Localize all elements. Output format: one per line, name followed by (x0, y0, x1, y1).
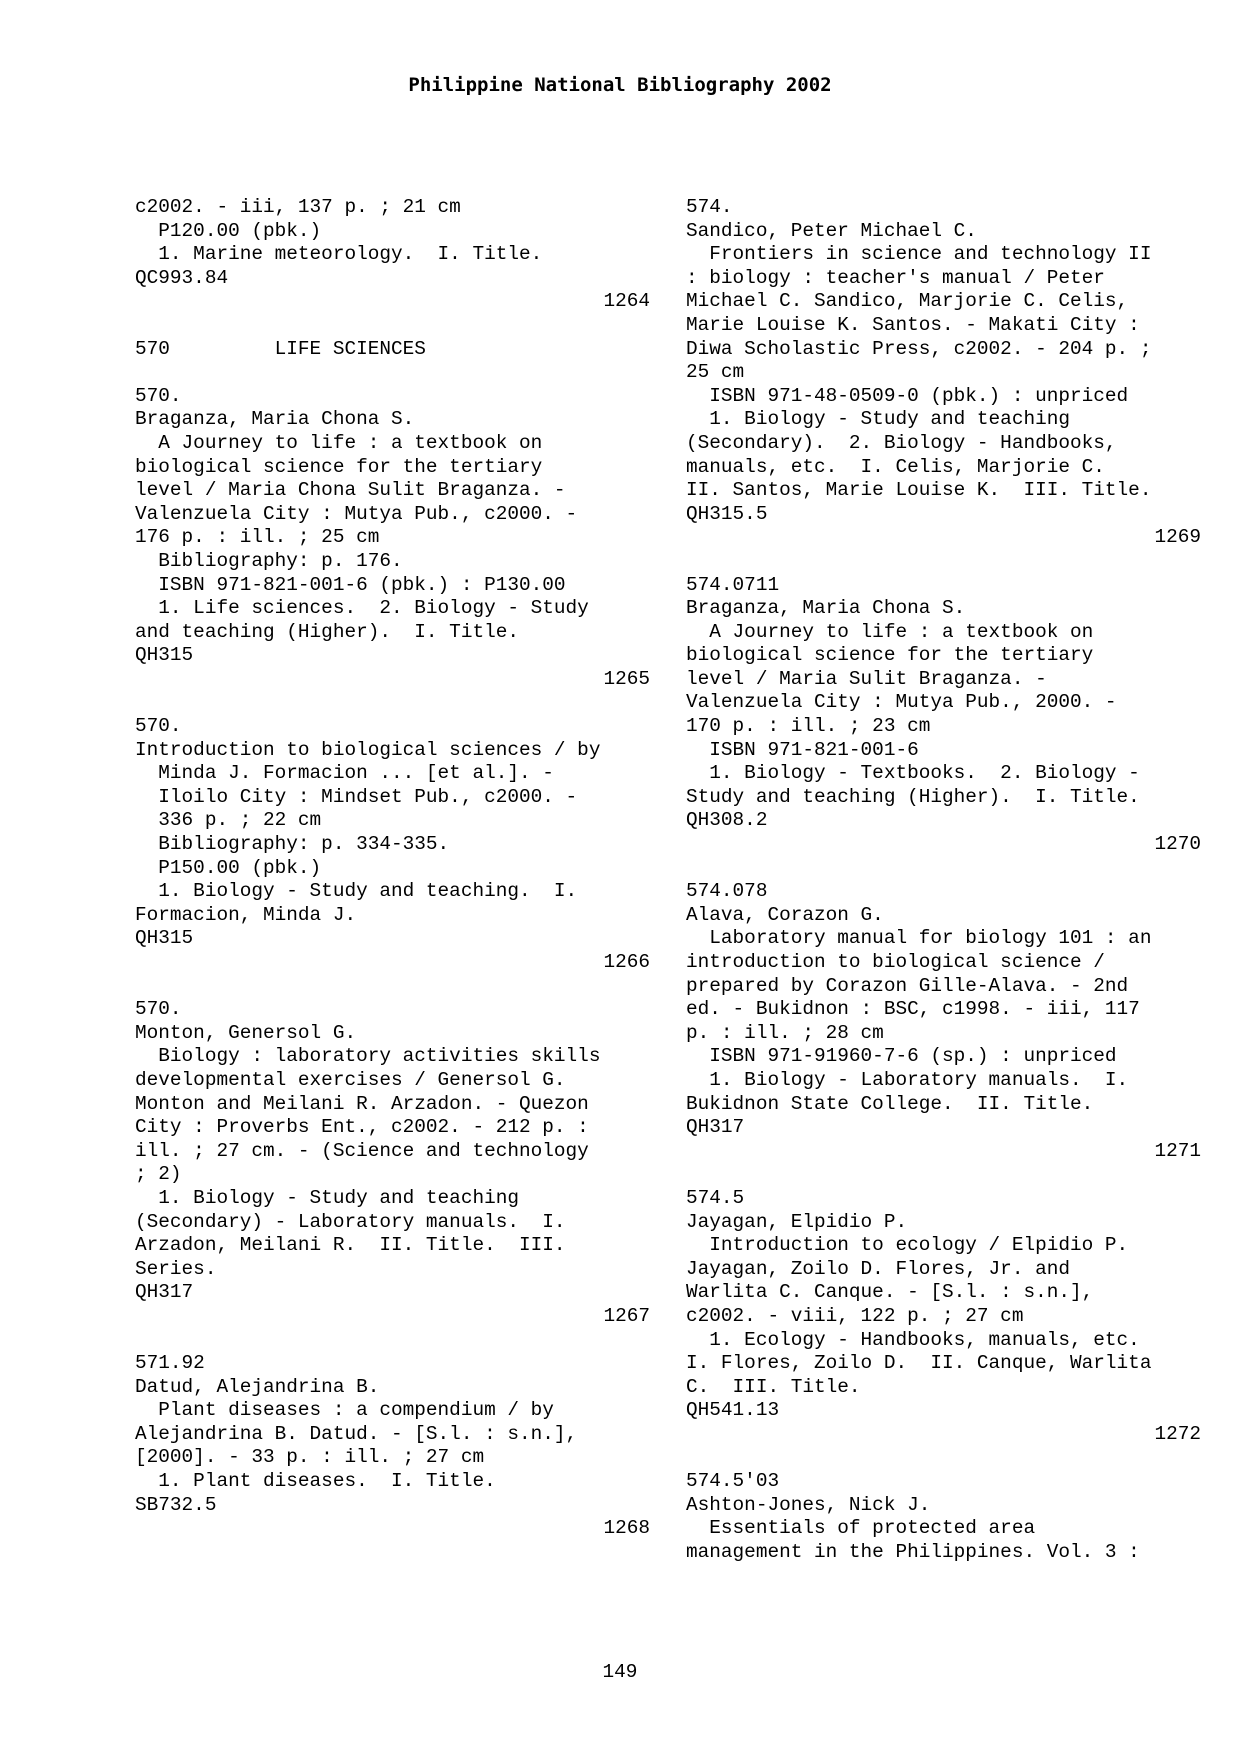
right-column (686, 196, 1201, 1564)
entry-line: Monton, Genersol G. (135, 1021, 357, 1044)
entry-line: ed. - Bukidnon : BSC, c1998. - iii, 117 (686, 998, 1140, 1021)
entry-line: Alejandrina B. Datud. - [S.l. : s.n.], (135, 1422, 578, 1445)
entry-line: Bibliography: p. 176. (135, 549, 403, 572)
entry-line: (Secondary). 2. Biology - Handbooks, (686, 431, 1117, 454)
blank-line (686, 857, 1201, 881)
record-number: 1268 (603, 1517, 650, 1540)
blank-line (135, 1329, 650, 1353)
section-heading: 570 LIFE SCIENCES (135, 337, 426, 360)
entry-line: Series. (135, 1257, 217, 1280)
entry-line: QH308.2 (686, 809, 768, 832)
entry-line: Braganza, Maria Chona S. (686, 597, 966, 620)
entry-line: Jayagan, Zoilo D. Flores, Jr. and (686, 1257, 1070, 1280)
entry-line: Study and teaching (Higher). I. Title. (686, 785, 1140, 808)
entry-line: biological science for the tertiary (135, 455, 543, 478)
left-column (135, 196, 650, 1541)
entry-line: 574.0711 (686, 573, 780, 596)
entry-line: ; 2) (135, 1163, 182, 1186)
record-number: 1271 (1154, 1139, 1201, 1162)
entry-line: manuals, etc. I. Celis, Marjorie C. (686, 455, 1105, 478)
entry-line: 1. Biology - Laboratory manuals. I. (686, 1068, 1129, 1091)
blank-line (135, 691, 650, 715)
page-header-title: Philippine National Bibliography 2002 (408, 74, 832, 96)
record-number: 1265 (603, 667, 650, 690)
entry-line: Michael C. Sandico, Marjorie C. Celis, (686, 290, 1129, 313)
entry-line: QH315.5 (686, 502, 768, 525)
entry-line: ISBN 971-48-0509-0 (pbk.) : unpriced (686, 384, 1129, 407)
entry-line: P120.00 (pbk.) (135, 219, 322, 242)
blank-line (686, 1163, 1201, 1187)
entry-line: Valenzuela City : Mutya Pub., 2000. - (686, 691, 1117, 714)
entry-line: Monton and Meilani R. Arzadon. - Quezon (135, 1092, 589, 1115)
entry-line: QH315 (135, 644, 194, 667)
entry-line: : biology : teacher's manual / Peter (686, 266, 1105, 289)
blank-line (686, 550, 1201, 574)
entry-line: I. Flores, Zoilo D. II. Canque, Warlita (686, 1352, 1152, 1375)
entry-line: prepared by Corazon Gille-Alava. - 2nd (686, 974, 1129, 997)
entry-line: p. : ill. ; 28 cm (686, 1021, 884, 1044)
entry-line: 1. Marine meteorology. I. Title. (135, 243, 543, 266)
entry-line: Frontiers in science and technology II (686, 243, 1152, 266)
record-number: 1267 (603, 1304, 650, 1327)
entry-line: Arzadon, Meilani R. II. Title. III. (135, 1234, 566, 1257)
entry-line: 1. Life sciences. 2. Biology - Study (135, 597, 589, 620)
entry-line: 1. Ecology - Handbooks, manuals, etc. (686, 1328, 1140, 1351)
entry-line: Warlita C. Canque. - [S.l. : s.n.], (686, 1281, 1094, 1304)
entry-line: 574.5'03 (686, 1470, 780, 1493)
entry-line: [2000]. - 33 p. : ill. ; 27 cm (135, 1446, 485, 1469)
entry-line: Alava, Corazon G. (686, 903, 884, 926)
record-number: 1264 (603, 290, 650, 313)
entry-line: C. III. Title. (686, 1375, 861, 1398)
page-number: 149 (602, 1661, 638, 1683)
record-number: 1272 (1154, 1422, 1201, 1445)
entry-line: Laboratory manual for biology 101 : an (686, 927, 1152, 950)
entry-line: Bukidnon State College. II. Title. (686, 1092, 1094, 1115)
entry-line: 1. Biology - Study and teaching. I. (135, 880, 578, 903)
entry-line: A Journey to life : a textbook on (686, 620, 1094, 643)
entry-line: 570. (135, 998, 182, 1021)
entry-line: QC993.84 (135, 266, 229, 289)
entry-line: A Journey to life : a textbook on (135, 431, 543, 454)
entry-line: Introduction to ecology / Elpidio P. (686, 1234, 1129, 1257)
entry-line: 1. Biology - Textbooks. 2. Biology - (686, 762, 1140, 785)
entry-line: QH315 (135, 927, 194, 950)
entry-line: 571.92 (135, 1352, 205, 1375)
entry-line: City : Proverbs Ent., c2002. - 212 p. : (135, 1116, 589, 1139)
entry-line: Iloilo City : Mindset Pub., c2000. - (135, 785, 578, 808)
entry-line: ISBN 971-821-001-6 (686, 738, 919, 761)
entry-line: ISBN 971-821-001-6 (pbk.) : P130.00 (135, 573, 566, 596)
entry-line: 176 p. : ill. ; 25 cm (135, 526, 380, 549)
entry-line: 570. (135, 384, 182, 407)
entry-line: Introduction to biological sciences / by (135, 738, 601, 761)
entry-line: 574. (686, 196, 733, 218)
entry-line: Braganza, Maria Chona S. (135, 408, 415, 431)
entry-line: QH541.13 (686, 1399, 780, 1422)
entry-line: 170 p. : ill. ; 23 cm (686, 715, 931, 738)
entry-line: ISBN 971-91960-7-6 (sp.) : unpriced (686, 1045, 1117, 1068)
entry-line: 574.5 (686, 1186, 745, 1209)
entry-line: Bibliography: p. 334-335. (135, 833, 450, 856)
entry-line: Jayagan, Elpidio P. (686, 1210, 908, 1233)
entry-line: ill. ; 27 cm. - (Science and technology (135, 1139, 589, 1162)
entry-line: 1. Biology - Study and teaching (686, 408, 1070, 431)
record-number: 1269 (1154, 526, 1201, 549)
entry-line: QH317 (686, 1116, 745, 1139)
entry-line: SB732.5 (135, 1493, 217, 1516)
entry-line: and teaching (Higher). I. Title. (135, 620, 519, 643)
entry-line: management in the Philippines. Vol. 3 : (686, 1540, 1140, 1563)
entry-line: level / Maria Sulit Braganza. - (686, 667, 1047, 690)
entry-line: introduction to biological science / (686, 951, 1105, 973)
entry-line: 1. Plant diseases. I. Title. (135, 1470, 496, 1493)
entry-line: 570. (135, 715, 182, 738)
entry-line: Sandico, Peter Michael C. (686, 219, 977, 242)
entry-line: QH317 (135, 1281, 194, 1304)
record-number: 1266 (603, 951, 650, 973)
entry-line: level / Maria Chona Sulit Braganza. - (135, 479, 566, 502)
entry-line: biological science for the tertiary (686, 644, 1094, 667)
blank-line (135, 361, 650, 385)
entry-line: P150.00 (pbk.) (135, 856, 322, 879)
entry-line: Marie Louise K. Santos. - Makati City : (686, 313, 1140, 336)
entry-line: 25 cm (686, 361, 745, 384)
entry-line: c2002. - iii, 137 p. ; 21 cm (135, 196, 461, 218)
entry-line: Essentials of protected area (686, 1517, 1036, 1540)
entry-line: (Secondary) - Laboratory manuals. I. (135, 1210, 566, 1233)
blank-line (135, 975, 650, 999)
entry-line: Datud, Alejandrina B. (135, 1375, 380, 1398)
blank-line (135, 314, 650, 338)
entry-line: II. Santos, Marie Louise K. III. Title. (686, 479, 1152, 502)
entry-line: Ashton-Jones, Nick J. (686, 1493, 931, 1516)
entry-line: Diwa Scholastic Press, c2002. - 204 p. ; (686, 337, 1152, 360)
entry-line: Biology : laboratory activities skills (135, 1045, 601, 1068)
entry-line: developmental exercises / Genersol G. (135, 1068, 566, 1091)
entry-line: Plant diseases : a compendium / by (135, 1399, 554, 1422)
entry-line: 336 p. ; 22 cm (135, 809, 322, 832)
record-number: 1270 (1154, 833, 1201, 856)
blank-line (686, 1446, 1201, 1470)
entry-line: c2002. - viii, 122 p. ; 27 cm (686, 1304, 1024, 1327)
entry-line: 574.078 (686, 880, 768, 903)
entry-line: Minda J. Formacion ... [et al.]. - (135, 762, 554, 785)
entry-line: Formacion, Minda J. (135, 903, 357, 926)
entry-line: Valenzuela City : Mutya Pub., c2000. - (135, 502, 578, 525)
entry-line: 1. Biology - Study and teaching (135, 1186, 519, 1209)
